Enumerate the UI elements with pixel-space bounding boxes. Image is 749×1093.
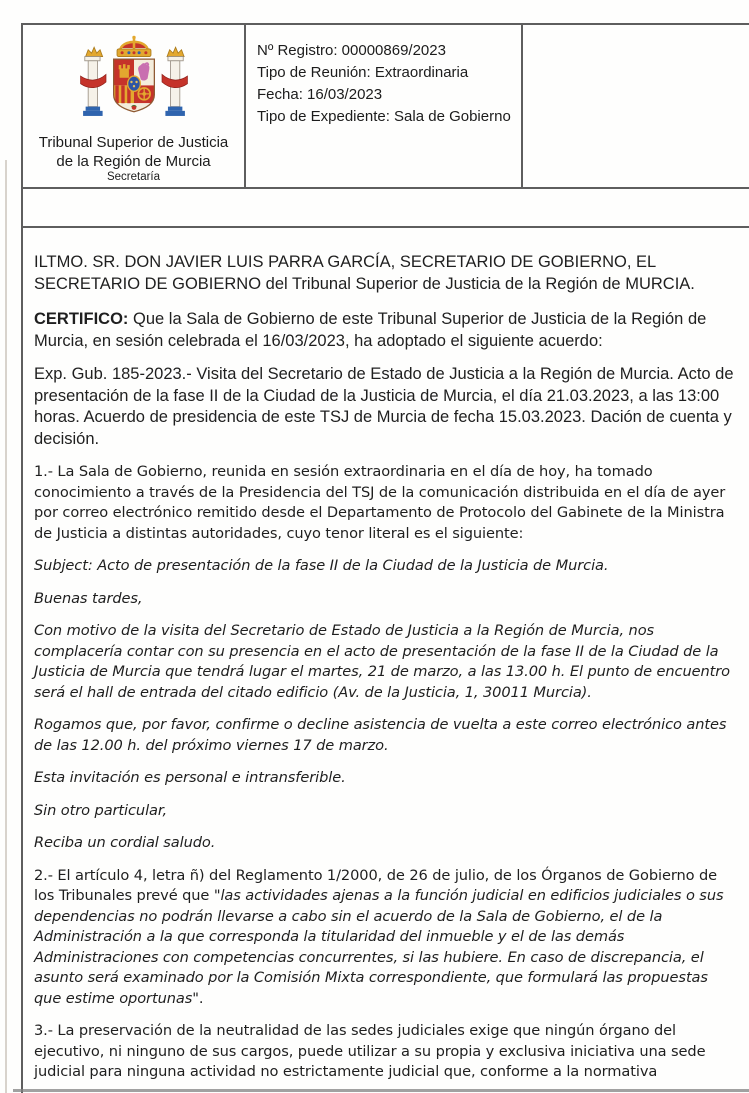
paragraph-point2 xyxy=(34,866,737,1010)
paragraph-expediente: Exp. Gub. 185-2023.- Visita del Secretario de Estado de Justicia a la Región de Murcia. Acto de presentación de la fase II de la Ciudad de la Justicia de Murcia, el día 21.03.2023, a las 13:00 horas. Acuerdo de presidencia de este TSJ de Murcia de fecha 15.03.2023. Dación de cuenta y decisión. xyxy=(34,365,734,448)
org-name-line2: de la Región de Murcia xyxy=(56,153,211,170)
royal-crown xyxy=(117,36,151,57)
email-body-2: Rogamos que, por favor, confirme o decline asistencia de vuelta a este correo electrónico antes de las 12.00 h. del próximo viernes 17 de marzo. xyxy=(34,716,727,754)
org-name xyxy=(39,133,229,171)
paragraph-addressee: ILTMO. SR. DON JAVIER LUIS PARRA GARCÍA, SECRETARIO DE GOBIERNO, EL SECRETARIO DE GOBIERNO del Tribunal Superior de Justicia de la Región de MURCIA. xyxy=(34,253,695,293)
left-pillar xyxy=(80,47,105,116)
right-pillar xyxy=(162,47,187,116)
scan-bottom-edge xyxy=(13,1089,749,1092)
paragraph-certifico xyxy=(34,309,736,352)
shield xyxy=(113,59,154,113)
spain-coat-of-arms-icon xyxy=(78,34,190,130)
header-empty-cell xyxy=(523,25,749,187)
document-frame xyxy=(21,23,749,1093)
scan-edge-shadow xyxy=(5,160,7,1093)
header-spacer-row xyxy=(23,189,749,228)
document-body xyxy=(23,228,749,1093)
point2-end: . xyxy=(198,989,204,1007)
header-registry-cell xyxy=(246,25,523,187)
certifico-text: Que la Sala de Gobierno de este Tribunal Superior de Justicia de la Región de Murcia, en sesión celebrada el 16/03/2023, ha adoptado el siguiente acuerdo: xyxy=(34,310,707,350)
email-subject-line: Subject: Acto de presentación de la fase II de la Ciudad de la Justicia de Murcia. xyxy=(34,557,609,574)
email-note: Esta invitación es personal e intransferible. xyxy=(34,769,346,786)
email-signoff: Reciba un cordial saludo. xyxy=(34,834,216,851)
header-org-cell xyxy=(23,25,246,187)
certifico-label: CERTIFICO: xyxy=(34,310,129,328)
registry-number: Nº Registro: 00000869/2023 xyxy=(257,42,446,59)
org-name-line1: Tribunal Superior de Justicia xyxy=(38,134,229,151)
email-greeting: Buenas tardes, xyxy=(34,589,143,607)
registry-file-type: Tipo de Expediente: Sala de Gobierno xyxy=(257,108,511,125)
org-subtitle: Secretaría xyxy=(106,171,161,183)
paragraph-point1: 1.- La Sala de Gobierno, reunida en sesión extraordinaria en el día de hoy, ha tomado conocimiento a través de la Presidencia del TSJ de la comunicación distribuida en el día de ayer por correo electrónico remitido desde el Departamento de Protocolo del Gabinete de la Ministra de Justicia a distintas autoridades, cuyo tenor literal es el siguiente: xyxy=(34,463,726,542)
point2-quote: "las actividades ajenas a la función judicial en edificios judiciales o sus dependencias no podrán llevarse a cabo sin el acuerdo de la Sala de Gobierno, el de la Administración a la que corresponda la titularidad del inmueble y el de las demás Administraciones con competencias concurrentes, si las hubiere. En caso de discrepancia, el asunto será examinado por la Comisión Mixta correspondiente, que formulará las propuestas que estime oportunas" xyxy=(34,887,724,1007)
point2-intro: 2.- El artículo 4, letra ñ) del Reglamento 1/2000, de 26 de julio, de los Órganos de Gobierno de los Tribunales prevé que xyxy=(34,866,718,904)
registry-date: Fecha: 16/03/2023 xyxy=(257,86,383,103)
document-header xyxy=(23,25,749,189)
email-closing: Sin otro particular, xyxy=(34,801,167,819)
email-body-1: Con motivo de la visita del Secretario de Estado de Justicia a la Región de Murcia, nos complacería contar con su presencia en el acto de presentación de la fase II de la Ciudad de la Justicia de Murcia que tendrá lugar el martes, 21 de marzo, a las 13.00 h. El punto de encuentro será el hall de entrada del citado edificio (Av. de la Justicia, 1, 30011 Murcia). xyxy=(34,622,730,701)
paragraph-point3: 3.- La preservación de la neutralidad de las sedes judiciales exige que ningún órgano del ejecutivo, ni ninguno de sus cargos, puede utilizar a su propia y exclusiva iniciativa una sede judicial para ninguna actividad no estrictamente judicial que, conforme a la normativa xyxy=(34,1022,706,1080)
registry-meeting-type: Tipo de Reunión: Extraordinaria xyxy=(257,64,469,81)
